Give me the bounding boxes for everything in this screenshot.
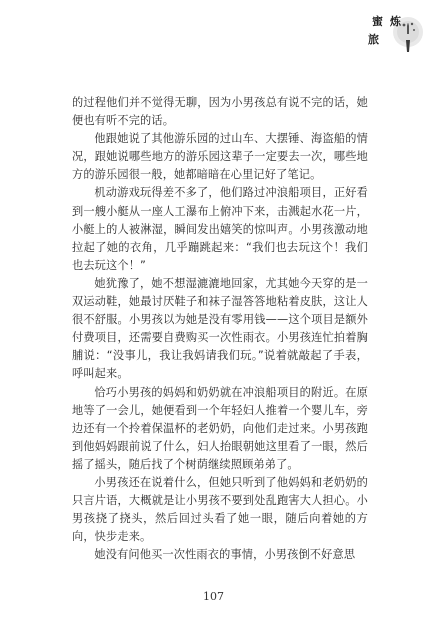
paragraph-3: 机动游戏玩得差不多了，他们路过冲浪船项目，正好看到一艘小艇从一座人工瀑布上俯冲下来，击溅起水花一片，小艇上的人被淋湿，瞬间发出嬉笑的惊叫声。小男孩激动地拉起了她的衣角，几乎蹦跳起来：“我们也去玩这个！我们也去玩这个！” xyxy=(72,186,368,272)
badge-emblem-icon xyxy=(368,4,424,60)
badge-char-2: 炼 xyxy=(390,15,401,28)
paragraph-1: 的过程他们并不觉得无聊，因为小男孩总有说不完的话，她便也有听不完的话。 xyxy=(72,96,368,128)
badge-char-3: 旅 xyxy=(368,33,379,46)
paragraph-7: 她没有问他买一次性雨衣的事情，小男孩倒不好意思 xyxy=(94,548,356,562)
badge-char-1: 蜜 xyxy=(372,15,383,28)
paragraph-4: 她犹豫了，她不想湿漉漉地回家，尤其她今天穿的是一双运动鞋，她最讨厌鞋子和袜子湿答答地粘着皮肤，这让人很不舒服。小男孩以为她是没有零用钱——这个项目是额外付费项目，还需要自费购买一次性雨衣。小男孩连忙拍着胸脯说：“没事儿，我让我妈请我们玩。”说着就敲起了手表，呼叫起来。 xyxy=(72,276,368,381)
paragraph-2: 他跟她说了其他游乐园的过山车、大摆锤、海盗船的情况，跟她说哪些地方的游乐园这辈子一定要去一次，哪些地方的游乐园很一般，她都暗暗在心里记好了笔记。 xyxy=(72,132,368,182)
page-body xyxy=(72,94,368,564)
paragraph-6: 小男孩还在说着什么，但她只听到了他妈妈和老奶奶的只言片语，大概就是让小男孩不要到处乱跑害大人担心。小男孩挠了挠头，然后回过头看了她一眼，随后向着她的方向，快步走来。 xyxy=(72,475,368,544)
paragraph-5: 恰巧小男孩的妈妈和奶奶就在冲浪船项目的附近。在原地等了一会儿，她便看到一个年轻妇人推着一个婴儿车，旁边还有一个拎着保温杯的老奶奶，向他们走过来。小男孩跑到他妈妈跟前说了什么，妇人抬眼朝她这里看了一眼，然后摇了摇头，随后找了个树荫继续照顾弟弟了。 xyxy=(72,385,368,471)
page-number: 107 xyxy=(203,590,224,603)
chapter-badge xyxy=(368,4,424,60)
